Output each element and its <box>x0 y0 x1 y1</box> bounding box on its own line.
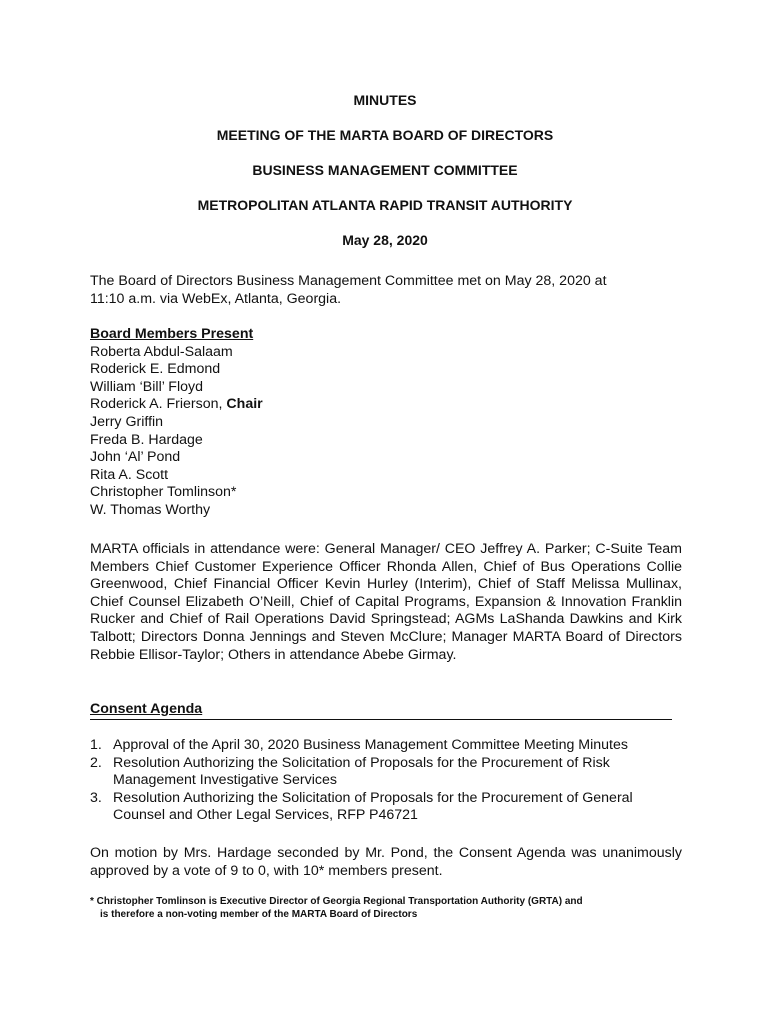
document-title: MINUTES <box>353 92 417 108</box>
agenda-item-text: Resolution Authorizing the Solicitation of Proposals for the Procurement of General Counsel and Other Legal Services, RFP P46721 <box>113 789 633 824</box>
footnote <box>90 896 680 921</box>
agenda-item <box>90 790 682 825</box>
intro-line: The Board of Directors Business Management Committee met on May 28, 2020 at <box>90 273 607 289</box>
member-name: Roberta Abdul-Salaam <box>90 343 233 360</box>
officials-paragraph: MARTA officials in attendance were: General Manager/ CEO Jeffrey A. Parker; C-Suite Team Members Chief Customer Experience Officer Rhonda Allen, Chief of Bus Operations Collie Greenwood, Chief Financial Officer Kevin Hurley (Interim), Chief of Staff Melissa Mullinax, Chief Counsel Elizabeth O’Neill, Chief of Capital Programs, Expansion & Innovation Franklin Rucker and Chief of Rail Operations David Springstead; AGMs LaShanda Dawkins and Kirk Talbott; Directors Donna Jennings and Steven McClure; Manager MARTA Board of Directors Rebbie Ellisor-Taylor; Others in attendance Abebe Girmay. <box>90 541 682 663</box>
agenda-item-number: 1. <box>90 737 102 753</box>
member-name-chair <box>90 396 682 414</box>
meeting-date: May 28, 2020 <box>342 232 428 248</box>
committee-title: BUSINESS MANAGEMENT COMMITTEE <box>252 162 518 178</box>
agenda-item-text: Approval of the April 30, 2020 Business Management Committee Meeting Minutes <box>113 737 628 753</box>
agenda-item <box>90 755 682 790</box>
agenda-item-text: Resolution Authorizing the Solicitation of Proposals for the Procurement of Risk Management Investigative Services <box>113 754 610 789</box>
motion-paragraph: On motion by Mrs. Hardage seconded by Mr. Pond, the Consent Agenda was unanimously approved by a vote of 9 to 0, with 10* members present. <box>90 845 682 879</box>
agenda-item-number: 2. <box>90 754 102 771</box>
agenda-item-number: 3. <box>90 789 102 806</box>
member-name: W. Thomas Worthy <box>90 501 211 518</box>
member-name: Roderick E. Edmond <box>90 361 221 378</box>
intro-line: 11:10 a.m. via WebEx, Atlanta, Georgia. <box>90 290 342 307</box>
member-name: Rita A. Scott <box>90 466 169 483</box>
member-name: John ‘Al’ Pond <box>90 449 181 466</box>
member-name: Roderick A. Frierson, <box>90 396 223 413</box>
member-name: Jerry Griffin <box>90 413 164 430</box>
footnote-line: is therefore a non-voting member of the MARTA Board of Directors <box>100 908 418 920</box>
document-headings <box>0 92 770 267</box>
consent-agenda-list <box>90 737 682 825</box>
consent-agenda-heading <box>90 701 672 720</box>
consent-agenda-heading-text: Consent Agenda <box>90 701 203 717</box>
meeting-title: MEETING OF THE MARTA BOARD OF DIRECTORS <box>216 127 554 143</box>
board-members-heading: Board Members Present <box>90 326 254 342</box>
footnote-line: * Christopher Tomlinson is Executive Director of Georgia Regional Transportation Authority (GRTA) and <box>90 896 583 907</box>
member-name: Christopher Tomlinson* <box>90 484 237 501</box>
agenda-item <box>90 737 682 755</box>
authority-title: METROPOLITAN ATLANTA RAPID TRANSIT AUTHORITY <box>197 197 573 213</box>
board-members-section <box>90 326 682 520</box>
member-name: William ‘Bill’ Floyd <box>90 378 203 395</box>
intro-paragraph <box>90 273 682 308</box>
member-name: Freda B. Hardage <box>90 431 203 448</box>
chair-label: Chair <box>226 396 263 413</box>
